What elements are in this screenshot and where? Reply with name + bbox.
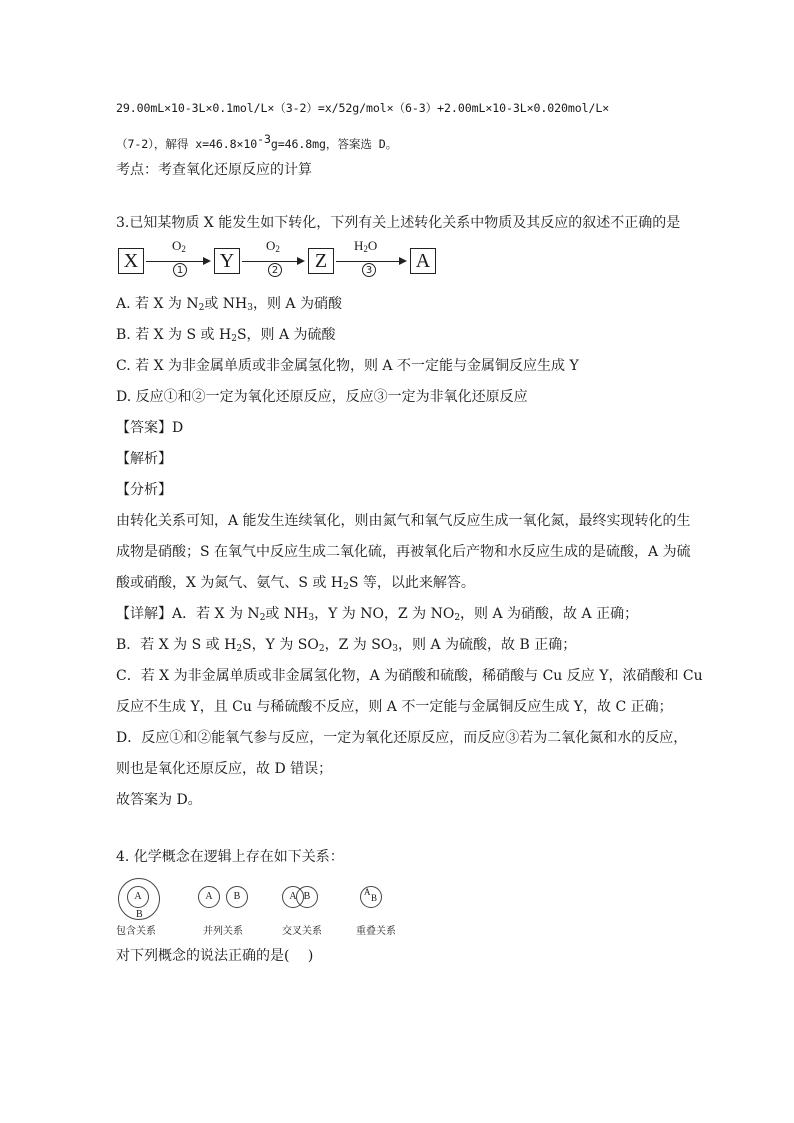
detail-line-3: C．若 X 为非金属单质或非金属氢化物，A 为硝酸和硫酸，稀硝酸与 Cu 反应 Y，浓硝酸和 Cu bbox=[116, 668, 703, 684]
arrow-3-line bbox=[336, 261, 400, 262]
caption-overlap: 重叠关系 bbox=[356, 926, 396, 937]
intersection-circle-a: A bbox=[282, 886, 304, 908]
analysis-line-1: 由转化关系可知，A 能发生连续氧化，则由氮气和氧气反应生成一氧化氮，最终实现转化的生 bbox=[116, 513, 691, 529]
document-page bbox=[116, 98, 703, 977]
arrow-2-head bbox=[297, 257, 305, 265]
option-d: D. 反应①和②一定为氧化还原反应，反应③一定为非氧化还原反应 bbox=[116, 389, 528, 405]
node-a: A bbox=[410, 248, 436, 274]
analysis-line-3: 酸或硝酸，X 为氮气、氨气、S 或 $H_2S$ 等，以此来解答。 bbox=[116, 575, 475, 592]
detail-line-5: D．反应①和②能氧气参与反应，一定为氧化还原反应，而反应③若为二氧化氮和水的反应， bbox=[116, 730, 688, 746]
overlap-label-a: A bbox=[364, 887, 371, 897]
exam-point: 考点：考查氧化还原反应的计算 bbox=[116, 162, 312, 178]
overlap-label-b: B bbox=[371, 893, 378, 903]
question-4-stem: 4. 化学概念在逻辑上存在如下关系： bbox=[116, 849, 344, 865]
arrow-3-reagent: $H_2O$ bbox=[354, 238, 378, 254]
analysis-line-2: 成物是硝酸；S 在氧气中反应生成二氧化硫，再被氧化后产物和水反应生成的是硫酸，A 为硫 bbox=[116, 544, 691, 560]
caption-parallel: 并列关系 bbox=[203, 926, 243, 937]
arrow-2-number: 2 bbox=[268, 263, 282, 277]
node-y: Y bbox=[214, 248, 240, 274]
detail-line-4: 反应不生成 Y，且 Cu 与稀硫酸不反应，则 A 不一定能与金属铜反应生成 Y，故 C 正确； bbox=[116, 699, 673, 715]
caption-intersection: 交叉关系 bbox=[282, 926, 322, 937]
detail-line-2: B．若 X 为 S 或 $H_2S$，Y 为 $SO_2$，Z 为 $SO_3$，则 A 为硫酸，故 B 正确； bbox=[116, 637, 577, 654]
answer-label: 【答案】D bbox=[116, 420, 184, 436]
arrow-2-line bbox=[242, 261, 298, 262]
node-x: X bbox=[118, 248, 144, 274]
detail-line-7: 故答案为 D。 bbox=[116, 792, 202, 808]
arrow-2-reagent: $O_2$ bbox=[266, 238, 280, 254]
concept-relations-diagram bbox=[116, 878, 686, 937]
detail-line-6: 则也是氧化还原反应，故 D 错误； bbox=[116, 761, 333, 777]
analysis-sub-label: 【分析】 bbox=[116, 482, 172, 498]
node-z: Z bbox=[308, 248, 334, 274]
arrow-1-reagent: $O_2$ bbox=[172, 238, 186, 254]
inclusion-label-b: B bbox=[136, 909, 143, 920]
calc-line-2: （7-2），解得 $x=46.8\times 10^{-3}g=46.8mg$，答案选 D。 bbox=[116, 132, 398, 151]
parallel-circle-b: B bbox=[226, 886, 248, 908]
arrow-1-head bbox=[203, 257, 211, 265]
option-b: B. 若 X 为 S 或 $H_2S$，则 A 为硫酸 bbox=[116, 327, 336, 344]
intersection-circle-b: B bbox=[296, 886, 318, 908]
arrow-1-number: 1 bbox=[173, 263, 187, 277]
detail-line-1: 【详解】A．若 X 为 $N_2$或 $NH_3$，Y 为 NO，Z 为 $NO_2$，则 A 为硝酸，故 A 正确； bbox=[116, 606, 639, 623]
arrow-3-number: 3 bbox=[362, 263, 376, 277]
analysis-label: 【解析】 bbox=[116, 451, 172, 467]
calc-line-1: 29.00mL×10-3L×0.1mol/L×（3-2）=x/52g/mol×（6-3）+2.00mL×10-3L×0.020mol/L× bbox=[116, 101, 610, 115]
option-c: C. 若 X 为非金属单质或非金属氢化物，则 A 不一定能与金属铜反应生成 Y bbox=[116, 358, 579, 374]
arrow-3-head bbox=[399, 257, 407, 265]
caption-inclusion: 包含关系 bbox=[116, 926, 156, 937]
inclusion-inner-circle: A bbox=[127, 886, 149, 908]
arrow-1-line bbox=[146, 261, 204, 262]
parallel-circle-a: A bbox=[198, 886, 220, 908]
option-a: A. 若 X 为 $N_2$或 $NH_3$，则 A 为硝酸 bbox=[116, 296, 342, 313]
question-3-stem: 3.已知某物质 X 能发生如下转化，下列有关上述转化关系中物质及其反应的叙述不正确的是 bbox=[116, 215, 681, 231]
conversion-diagram bbox=[116, 238, 686, 282]
question-4-prompt: 对下列概念的说法正确的是( ) bbox=[116, 948, 314, 964]
